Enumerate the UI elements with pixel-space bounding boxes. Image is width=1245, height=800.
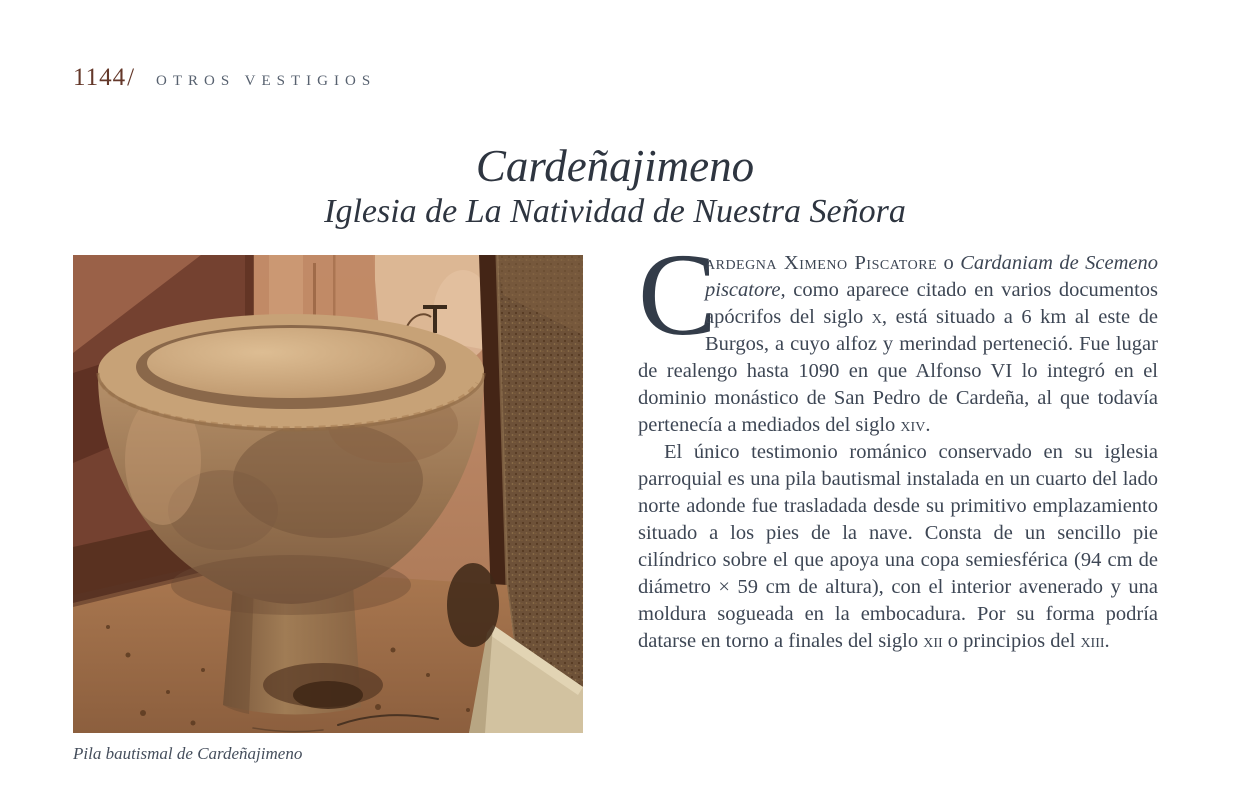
photo-figure	[73, 255, 583, 764]
photo-caption: Pila bautismal de Cardeñajimeno	[73, 744, 303, 763]
conjunction: o	[937, 252, 961, 274]
title-block	[0, 142, 1230, 233]
floor-shadow-blob	[447, 563, 499, 647]
roman-numeral: xii	[923, 630, 943, 652]
paragraph-2	[638, 439, 1158, 655]
body-text: , está situado a 6 km al este de Burgos, a cuyo alfoz y merindad perteneció. Fue lugar de realengo hasta 1090 en que Alfonso VI lo integró en el dominio monástico de San Pedro de Cardeña, al que todavía pertenecía a mediados del siglo	[638, 306, 1158, 436]
body-text: El único testimonio románico conservado en su iglesia parroquial es una pila bautismal instalada en un cuarto del lado norte adonde fue trasladada desde su primitivo emplazamiento situado a los pies de la nave. Consta de un sencillo pie cilíndrico sobre el que apoya una copa semiesférica (94 cm de diámetro × 59 cm de altura), con el interior avenerado y una moldura sogueada en la embocadura. Por su forma podría datarse en torno a finales del siglo	[638, 441, 1158, 652]
page-number-separator: /	[127, 64, 135, 91]
article-text	[638, 229, 1158, 655]
body-text: .	[1104, 630, 1110, 652]
paragraph-1	[638, 229, 1158, 439]
dropcap: C	[638, 229, 717, 360]
page-title: Cardeñajimeno	[475, 141, 755, 191]
page-number: 1144	[73, 64, 127, 91]
body-text: .	[925, 414, 931, 436]
body-text: o principios del	[942, 630, 1081, 652]
latin-name-smallcaps: ardegna Ximeno Piscatore	[705, 252, 938, 274]
baptismal-font-photo	[73, 255, 583, 733]
page-subtitle: Iglesia de La Natividad de Nuestra Señora	[324, 193, 906, 230]
roman-numeral: xiii	[1080, 630, 1105, 652]
section-label: OTROS VESTIGIOS	[156, 73, 377, 89]
running-head	[73, 64, 376, 92]
roman-numeral: xiv	[900, 414, 926, 436]
latin-name-italic: Cardaniam de Scemeno piscatore,	[705, 252, 1158, 301]
body-text: como aparece citado en varios documentos apócrifos del siglo	[705, 279, 1158, 328]
roman-numeral: x	[871, 306, 882, 328]
floor-stain-dark	[293, 681, 363, 709]
